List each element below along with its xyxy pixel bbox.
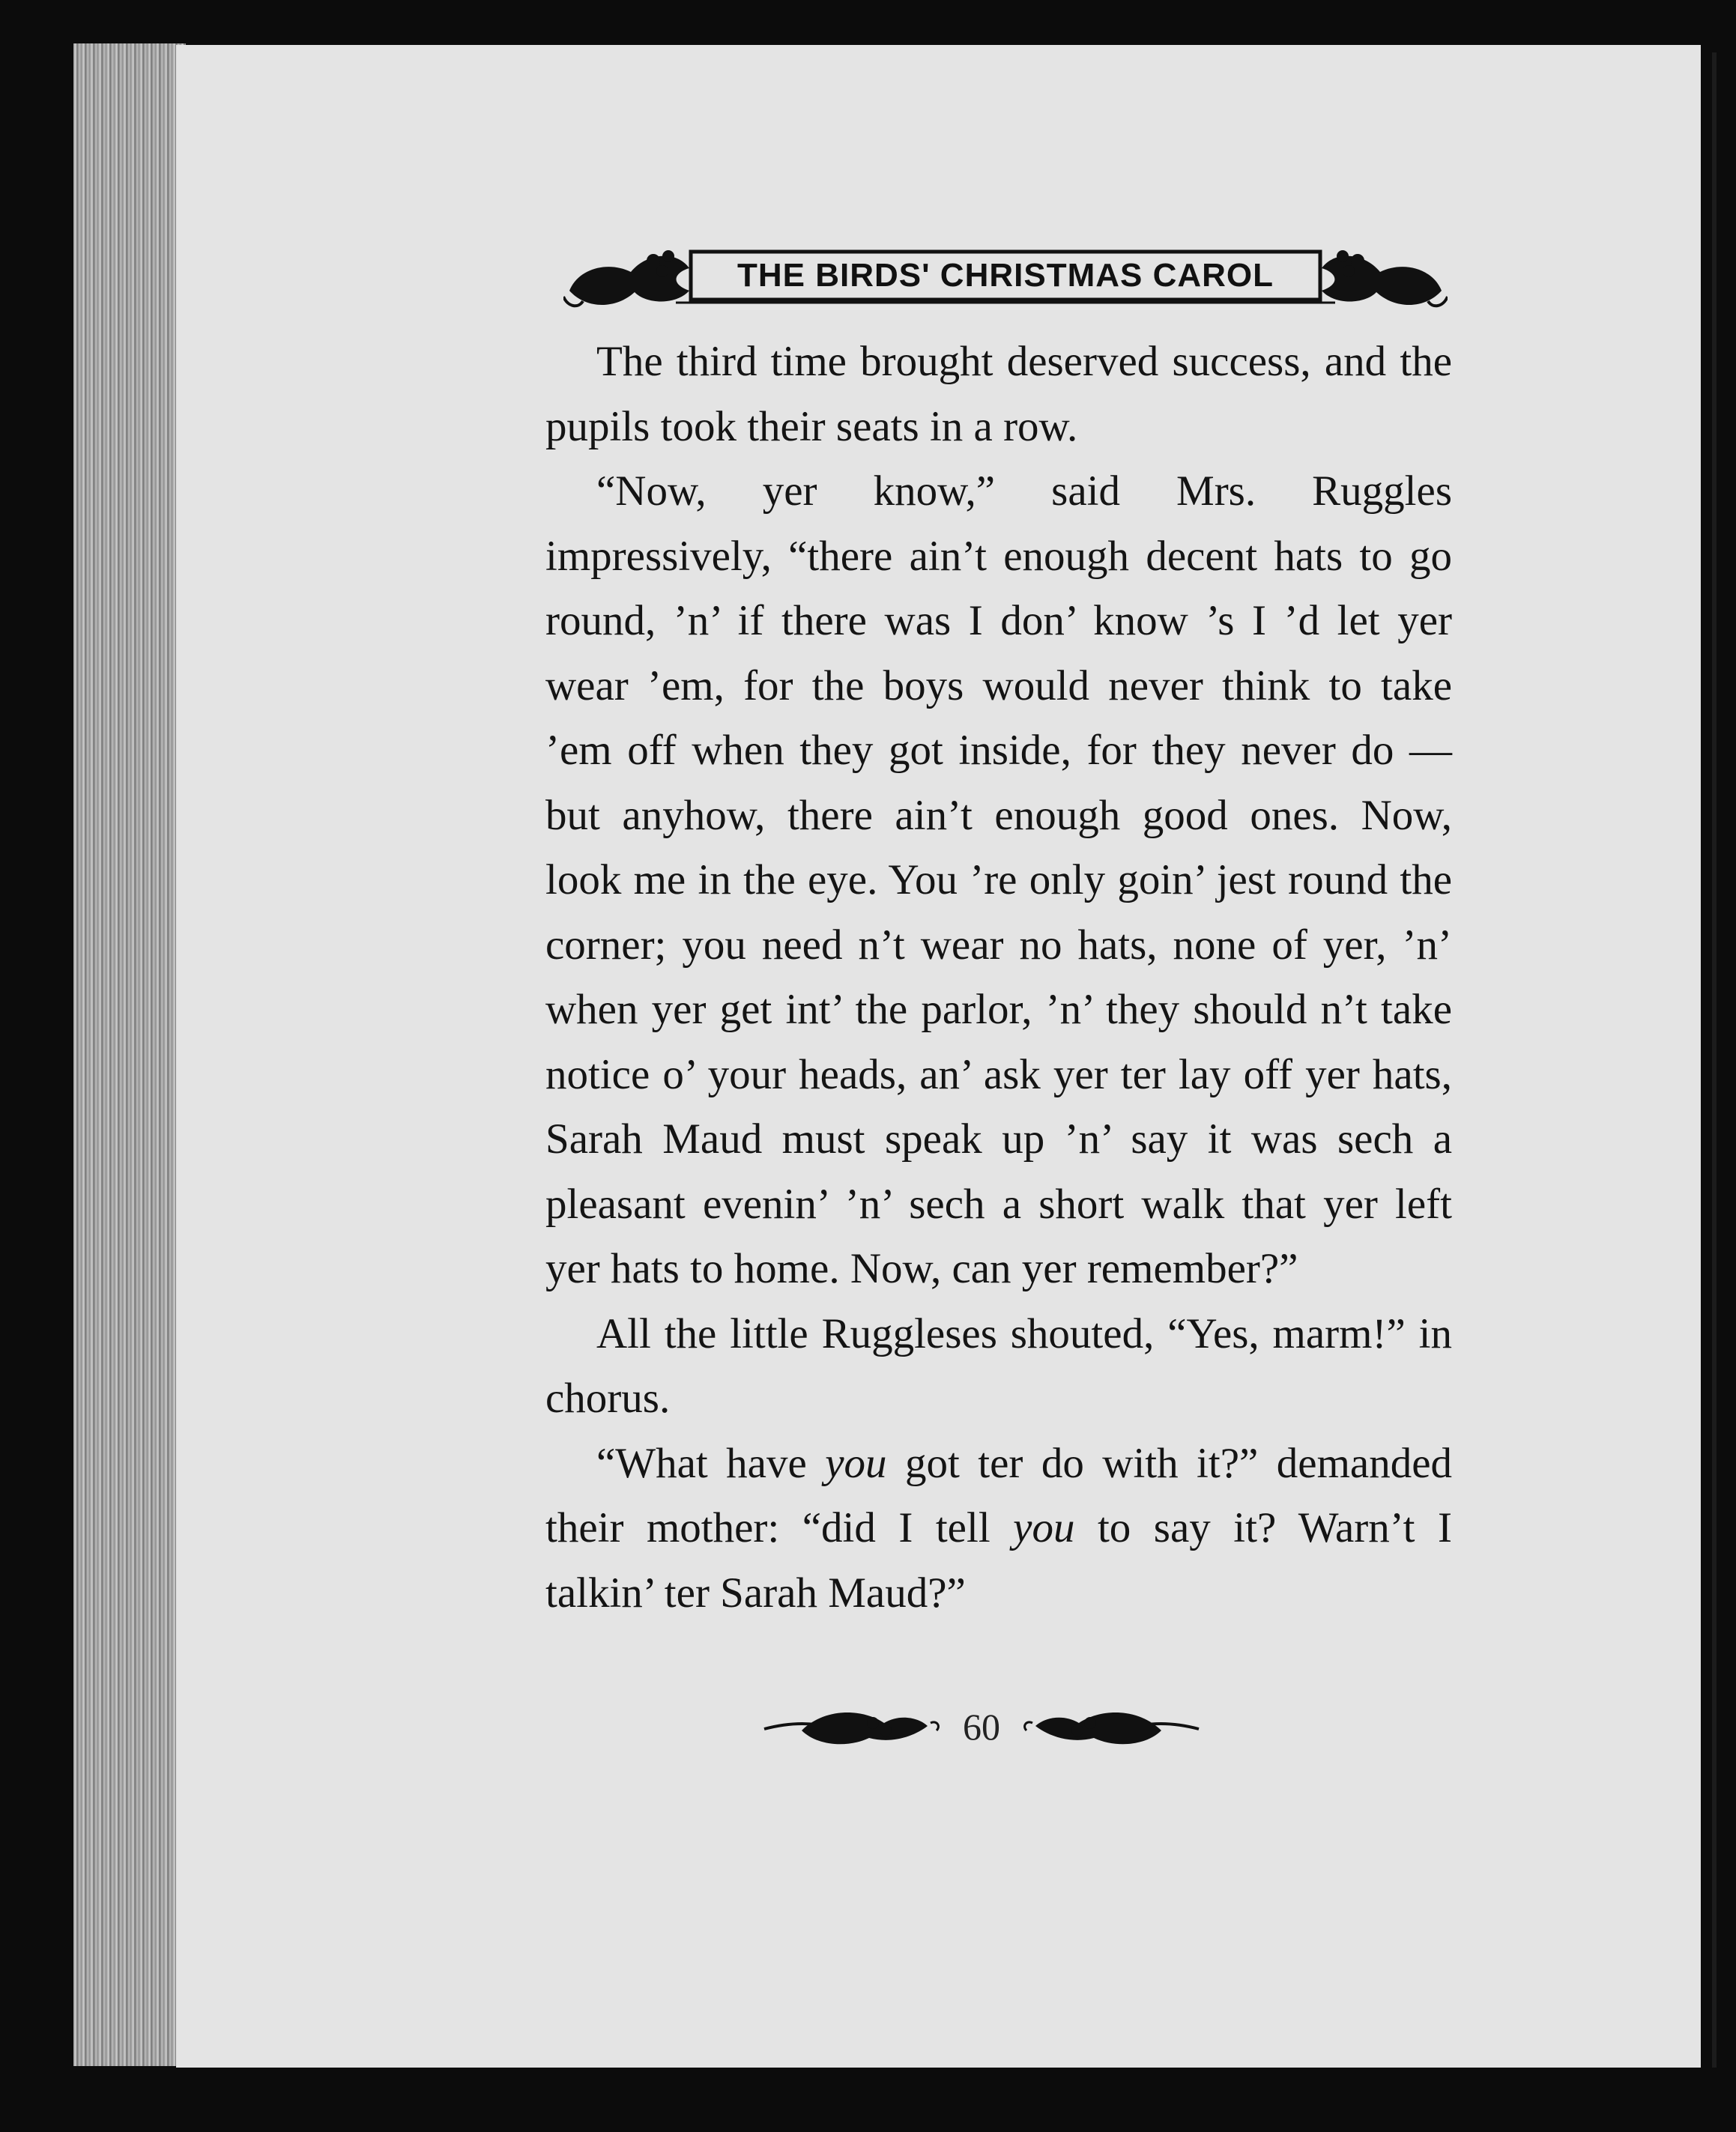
page-edges <box>73 43 186 2066</box>
paragraph-text: to say it? Warn’t I talkin’ ter Sarah Maud?” <box>545 1504 1452 1617</box>
header-title: THE BIRDS' CHRISTMAS CAROL <box>737 257 1274 294</box>
holly-ornament-icon-left <box>764 1712 938 1744</box>
running-header <box>563 238 1448 313</box>
holly-ornament-icon-right <box>1025 1712 1199 1744</box>
paragraph-text: “Now, yer know,” said Mrs. Ruggles impressively, “there ain’t enough decent hats to go round, ’n’ if there was I don’ know ’s I ’d let yer wear ’em, for the boys would never think to take ’em off when they got inside, for they never do — but anyhow, there ain’t enough good ones. Now, look me in the eye. You ’re only goin’ jest round the corner; you need n’t wear no hats, none of yer, ’n’ when yer get int’ the parlor, ’n’ they should n’t take notice o’ your heads, an’ ask yer ter lay off yer hats, Sarah Maud must speak up ’n’ say it was sech a pleasant evenin’ ’n’ sech a short walk that yer left yer hats to home. Now, can yer remember?” <box>545 467 1452 1292</box>
emphasis: you <box>825 1439 887 1487</box>
body-text <box>545 330 1452 1626</box>
paragraph <box>545 1302 1452 1432</box>
holly-ornament-icon-left <box>563 250 689 306</box>
paragraph-text: got ter do with it?” demanded their mother: “did I tell <box>545 1439 1453 1551</box>
paragraph <box>545 1432 1452 1626</box>
paragraph-text: “What have <box>596 1439 826 1487</box>
paragraph-text: All the little Ruggleses shouted, “Yes, marm!” in chorus. <box>545 1309 1452 1422</box>
holly-ornament-icon-right <box>1322 250 1448 306</box>
gutter-rule <box>1712 52 1717 2068</box>
paragraph <box>545 459 1452 1302</box>
page-number: 60 <box>963 1706 1000 1748</box>
paragraph-text: The third time brought deserved success, and the pupils took their seats in a row. <box>545 338 1452 450</box>
paragraph <box>545 330 1452 459</box>
emphasis: you <box>1013 1504 1075 1551</box>
page-folio <box>757 1701 1206 1753</box>
